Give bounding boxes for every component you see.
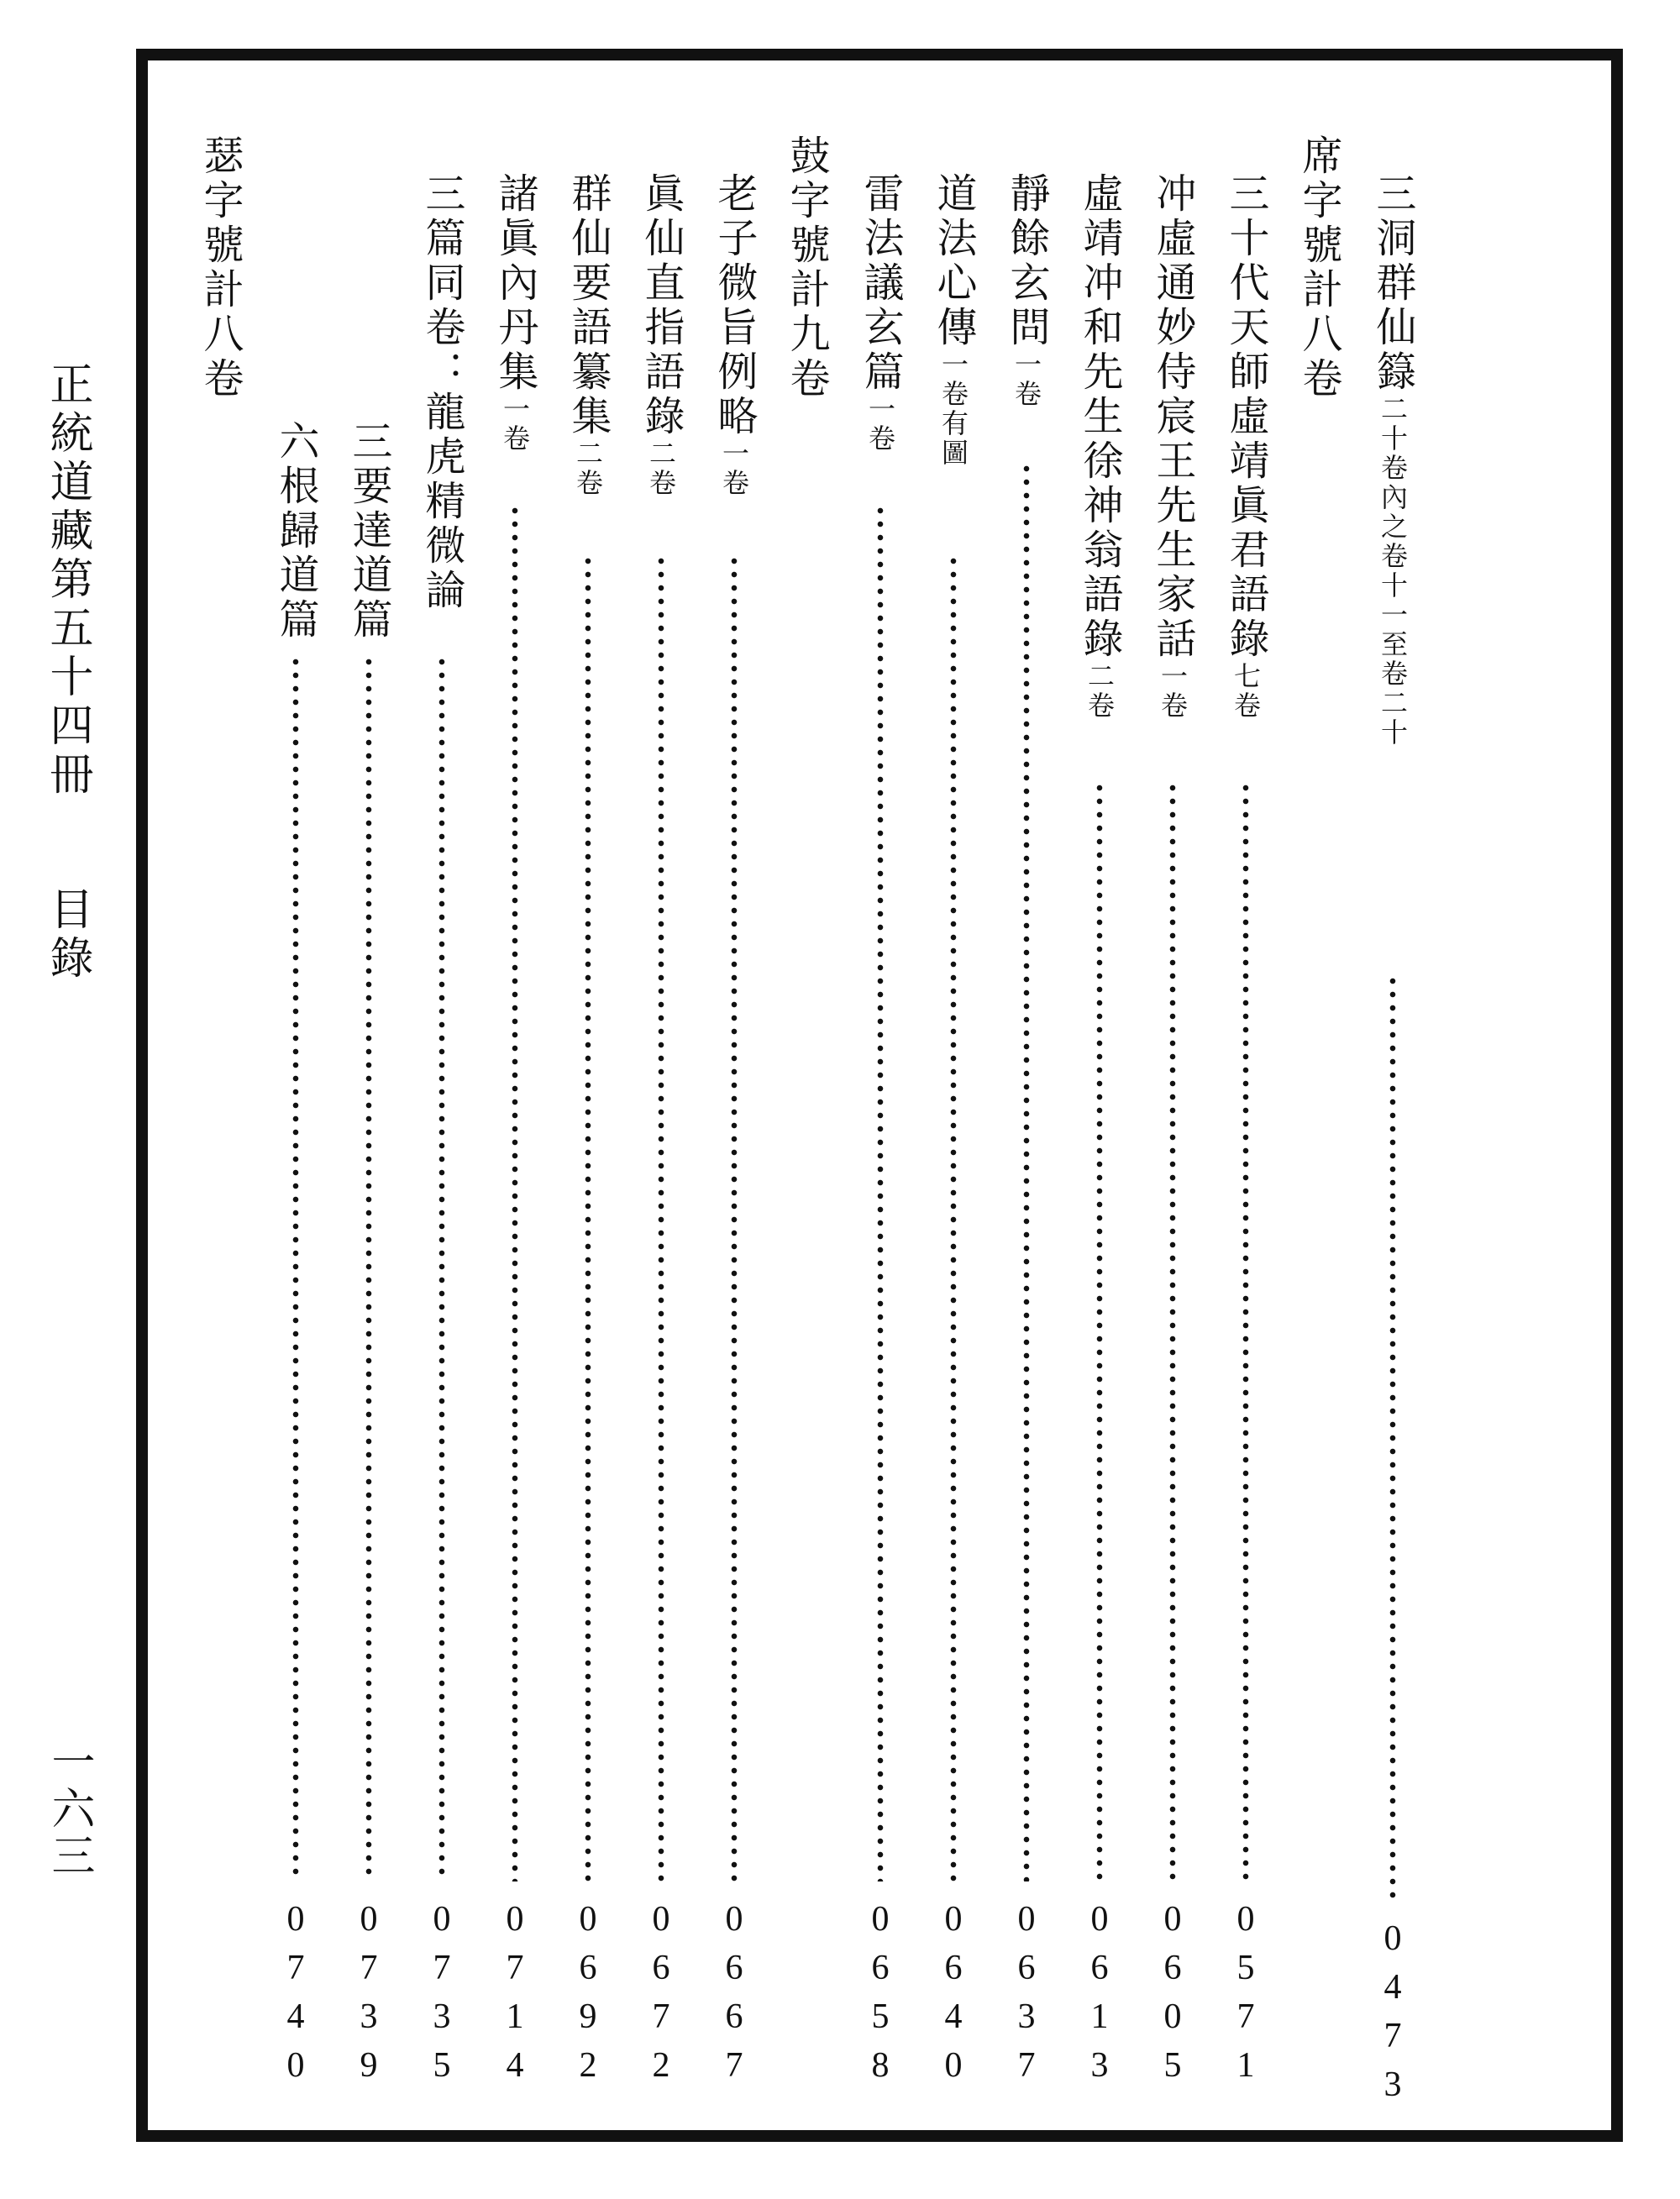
book-title-text: 正統道藏第五十四冊 <box>42 361 92 800</box>
entry-title: 靜餘玄問 <box>1003 172 1050 350</box>
toc-entry-0740[interactable] <box>270 420 321 643</box>
dot-leader <box>365 655 373 1881</box>
toc-entry-0667[interactable] <box>709 172 759 498</box>
entry-note: 一卷有圖 <box>937 350 969 468</box>
entry-page: 0605 <box>1153 1900 1192 2095</box>
dot-leader <box>1095 781 1104 1881</box>
toc-entry-0714[interactable] <box>490 172 540 454</box>
dot-leader <box>291 655 300 1881</box>
entry-page: 0658 <box>861 1900 900 2095</box>
page-number: 一六三 <box>44 1739 94 1880</box>
entry-note: 二卷 <box>572 439 604 498</box>
toc-entry-0640[interactable] <box>928 172 979 468</box>
toc-entry-0739[interactable] <box>344 420 394 643</box>
toc-entry-0658[interactable] <box>855 172 906 454</box>
book-title <box>40 361 94 984</box>
dot-leader <box>1389 974 1397 1898</box>
entry-page: 0571 <box>1226 1900 1265 2095</box>
dot-leader <box>730 554 738 1881</box>
entry-title: 老子微旨例略 <box>711 172 758 439</box>
entry-page: 0739 <box>349 1900 388 2095</box>
toc-entry-0571[interactable] <box>1221 172 1271 721</box>
section-spacer <box>42 819 92 868</box>
entry-page: 0714 <box>496 1900 534 2095</box>
entry-page: 0735 <box>423 1900 461 2095</box>
dot-leader <box>1242 781 1250 1881</box>
section-header-xi: 席字號計八卷 <box>1295 134 1342 401</box>
section-header-se: 瑟字號計八卷 <box>197 134 244 401</box>
entry-page: 0740 <box>276 1900 315 2095</box>
entry-separator: ： <box>418 350 465 391</box>
entry-title: 諸眞內丹集 <box>491 172 538 395</box>
entry-note: 一卷 <box>1157 662 1189 721</box>
toc-entry-0637[interactable] <box>1001 172 1052 409</box>
dot-leader <box>949 554 958 1881</box>
dot-leader <box>511 504 519 1881</box>
entry-title: 道法心傳 <box>930 172 977 350</box>
toc-entry-0473[interactable] <box>1368 172 1418 748</box>
toc-entry-0605[interactable] <box>1147 172 1198 721</box>
entry-note: 七卷 <box>1230 662 1262 721</box>
entry-title: 冲虛通妙侍宸王先生家話 <box>1149 172 1196 662</box>
entry-page: 0667 <box>715 1900 753 2095</box>
dot-leader <box>1168 781 1177 1881</box>
entry-title: 三十代天師虛靖眞君語錄 <box>1222 172 1269 662</box>
entry-page: 0672 <box>642 1900 680 2095</box>
entry-note: 一卷 <box>499 395 531 454</box>
dot-leader <box>584 554 592 1881</box>
entry-page: 0640 <box>934 1900 973 2095</box>
dot-leader <box>438 655 446 1881</box>
entry-title: 群仙要語纂集 <box>564 172 612 439</box>
entry-page: 0613 <box>1080 1900 1119 2095</box>
toc-entry-0692[interactable] <box>563 172 613 498</box>
entry-title: 三洞群仙籙 <box>1369 172 1416 395</box>
entry-title: 虛靖冲和先生徐神翁語錄 <box>1076 172 1123 662</box>
entry-note: 二十卷內之卷十一至卷二十 <box>1377 395 1409 748</box>
entry-note: 一卷 <box>718 439 750 498</box>
toc-entry-0735[interactable] <box>417 172 467 613</box>
toc-entry-0672[interactable] <box>636 172 686 498</box>
entry-note: 二卷 <box>645 439 677 498</box>
entry-page: 0473 <box>1373 1919 1412 2114</box>
section-header-gu: 鼓字號計九卷 <box>783 134 830 401</box>
dot-leader <box>1022 462 1031 1881</box>
dot-leader <box>657 554 665 1881</box>
dot-leader <box>876 504 885 1881</box>
entry-note: 一卷 <box>1011 350 1042 409</box>
entry-title: 雷法議玄篇 <box>857 172 904 395</box>
entry-subtitle: 龍虎精微論 <box>418 391 465 613</box>
entry-note: 一卷 <box>864 395 896 454</box>
toc-entry-0613[interactable] <box>1074 172 1125 721</box>
section-label: 目錄 <box>42 886 92 984</box>
entry-note: 二卷 <box>1084 662 1116 721</box>
entry-page: 0692 <box>569 1900 607 2095</box>
entry-title: 三篇同卷 <box>418 172 465 350</box>
entry-title: 三要達道篇 <box>345 420 392 643</box>
entry-title: 眞仙直指語錄 <box>638 172 685 439</box>
entry-title: 六根歸道篇 <box>272 420 319 643</box>
entry-page: 0637 <box>1007 1900 1046 2095</box>
